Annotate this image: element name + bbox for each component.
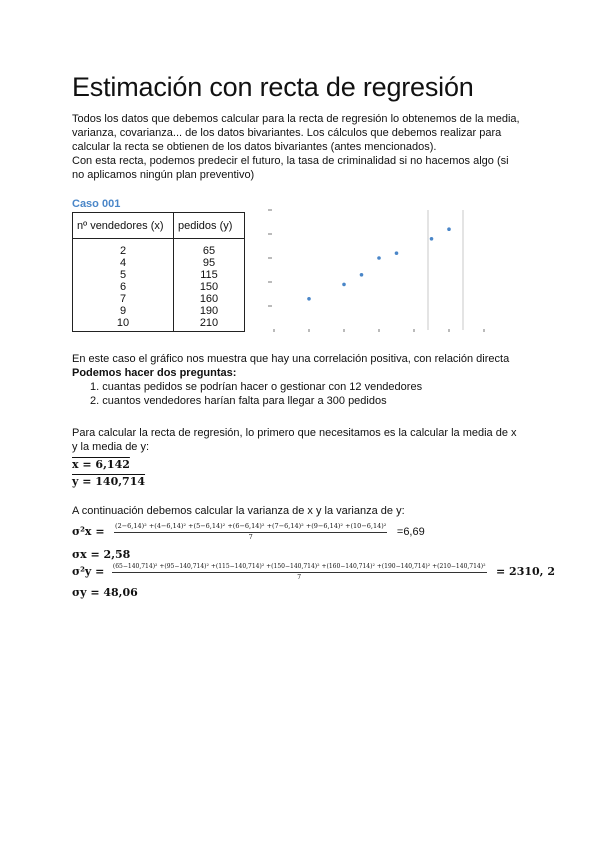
scatter-point [377, 256, 381, 260]
table-row [73, 305, 245, 317]
scatter-point [307, 297, 311, 301]
scatter-point [360, 273, 364, 277]
variance-y-fraction [112, 562, 487, 582]
variance-y-numerator: (65−140,714)² +(95−140,714)² +(115−140,714)² +(150−140,714)² +(160−140,714)² +(190−140,714)² +(210−140,714)² [112, 562, 487, 573]
intro-line: varianza, covarianza... de los datos bivariantes. Los cálculos que debemos realizar para [72, 127, 502, 139]
cell-y: 95 [174, 257, 245, 269]
variance-x-label: σ²x = [72, 525, 105, 538]
column-header-x: nº vendedores (x) [73, 213, 174, 239]
mean-intro-line: y la media de y: [72, 441, 150, 453]
cell-y: 65 [174, 239, 245, 258]
variance-x-denominator: 7 [248, 533, 253, 541]
intro-line: Con esta recta, podemos predecir el futuro, la tasa de criminalidad si no hacemos algo (si [72, 155, 509, 167]
variance-x-numerator: (2−6,14)² +(4−6,14)² +(5−6,14)² +(6−6,14)² +(7−6,14)² +(9−6,14)² +(10−6,14)² [114, 522, 387, 533]
table-row [73, 293, 245, 305]
mean-intro [72, 426, 532, 454]
cell-y: 115 [174, 269, 245, 281]
table-row [73, 281, 245, 293]
table-row [73, 269, 245, 281]
scatter-chart [262, 206, 492, 334]
variance-y-denominator: 7 [297, 574, 302, 581]
scatter-point [430, 237, 434, 241]
cell-x: 5 [73, 269, 174, 281]
variance-y-formula [72, 562, 555, 582]
data-table [72, 212, 245, 332]
intro-paragraph [72, 112, 532, 182]
variance-y-result: = 2310, 2 [496, 565, 555, 578]
variance-intro: A continuación debemos calcular la varianza de x y la varianza de y: [72, 505, 405, 517]
cell-y: 150 [174, 281, 245, 293]
sd-y-text: σy = 48,06 [72, 586, 138, 599]
table-row [73, 317, 245, 332]
sd-y [72, 586, 138, 599]
question-item: 1. cuantas pedidos se podrían hacer o gestionar con 12 vendedores [90, 381, 423, 393]
cell-x: 2 [73, 239, 174, 258]
page-title: Estimación con recta de regresión [72, 72, 474, 102]
cell-x: 7 [73, 293, 174, 305]
mean-intro-line: Para calcular la recta de regresión, lo primero que necesitamos es la calcular la media de x [72, 427, 517, 439]
case-label: Caso 001 [72, 198, 121, 210]
table-header-row [73, 213, 245, 239]
cell-x: 9 [73, 305, 174, 317]
scatter-point [342, 283, 346, 287]
mean-x [72, 458, 130, 471]
mean-y-text: y = 140,714 [72, 475, 146, 488]
scatter-point [395, 251, 399, 255]
variance-x-fraction [114, 522, 387, 542]
cell-x: 6 [73, 281, 174, 293]
cell-y: 190 [174, 305, 245, 317]
cell-x: 10 [73, 317, 174, 332]
variance-x-result: =6,69 [396, 526, 425, 538]
questions-heading: Podemos hacer dos preguntas: [72, 367, 237, 379]
intro-line: calcular la recta se obtienen de los datos bivariantes (antes mencionados). [72, 141, 437, 153]
column-header-y: pedidos (y) [174, 213, 245, 239]
table-row [73, 239, 245, 258]
cell-y: 160 [174, 293, 245, 305]
variance-y-label: σ²y = [72, 565, 105, 578]
cell-x: 4 [73, 257, 174, 269]
scatter-point [447, 227, 451, 231]
table-row [73, 257, 245, 269]
intro-line: Todos los datos que debemos calcular para la recta de regresión lo obtenemos de la media, [72, 113, 520, 125]
question-item: 2. cuantos vendedores harían falta para llegar a 300 pedidos [90, 395, 387, 407]
intro-line: no aplicamos ningún plan preventivo) [72, 169, 255, 181]
mean-y [72, 475, 145, 488]
variance-x-formula [72, 522, 425, 542]
questions-block [72, 352, 532, 408]
observation-text: En este caso el gráfico nos muestra que hay una correlación positiva, con relación directa [72, 353, 510, 365]
cell-y: 210 [174, 317, 245, 332]
mean-x-text: x = 6,142 [72, 458, 130, 471]
sd-x: σx = 2,58 [72, 548, 131, 561]
